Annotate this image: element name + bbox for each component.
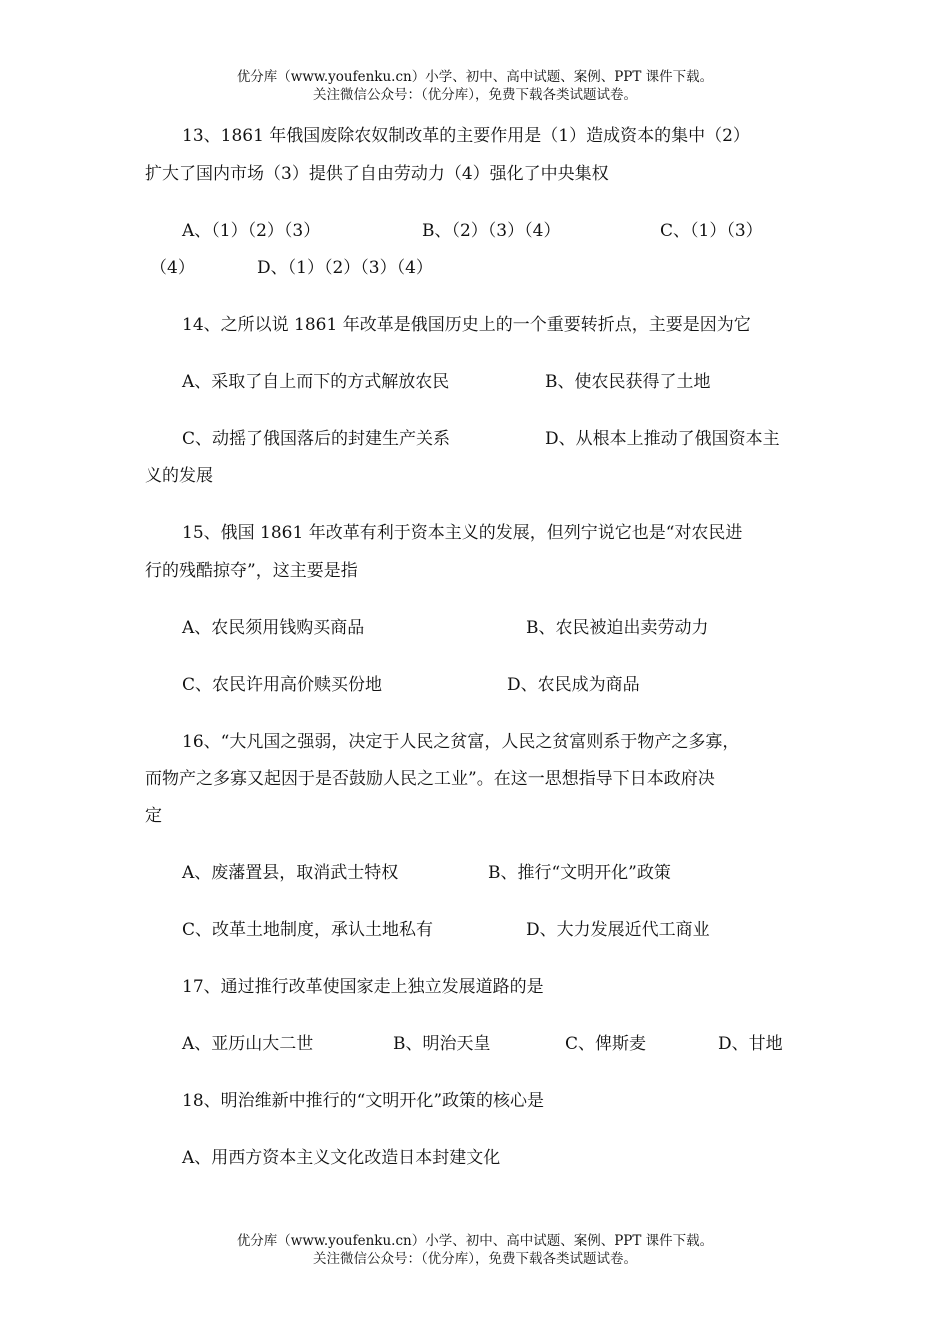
q15-option-b: B、农民被迫出卖劳动力 (526, 618, 709, 638)
q16-stem-line-3: 定 (145, 806, 162, 826)
q18-stem-line-1: 18、明治维新中推行的“文明开化”政策的核心是 (182, 1091, 545, 1111)
q17-option-a: A、亚历山大二世 (182, 1034, 314, 1054)
header-line-1: 优分库（www.youfenku.cn）小学、初中、高中试题、案例、PPT 课件下载。 (236, 69, 714, 85)
q15-option-a: A、农民须用钱购买商品 (182, 618, 365, 638)
q14-option-d-cont: 义的发展 (145, 466, 213, 486)
footer-line-2: 关注微信公众号：（优分库），免费下载各类试题试卷。 (313, 1251, 637, 1267)
q16-option-c: C、改革土地制度，承认土地私有 (182, 920, 434, 940)
q14-option-c: C、动摇了俄国落后的封建生产关系 (182, 429, 451, 449)
q16-stem-line-2: 而物产之多寡又起因于是否鼓励人民之工业”。在这一思想指导下日本政府决 (145, 769, 715, 789)
q17-stem-line-1: 17、通过推行改革使国家走上独立发展道路的是 (182, 977, 544, 997)
q14-option-a: A、采取了自上而下的方式解放农民 (182, 372, 450, 392)
header-line-2: 关注微信公众号：（优分库），免费下载各类试题试卷。 (313, 87, 637, 103)
q14-option-b: B、使农民获得了土地 (545, 372, 711, 392)
q16-option-a: A、废藩置县，取消武士特权 (182, 863, 399, 883)
q13-option-b: B、（2）（3）（4） (422, 221, 561, 241)
q15-stem-line-1: 15、俄国 1861 年改革有利于资本主义的发展，但列宁说它也是“对农民进 (182, 523, 743, 543)
q17-option-c: C、俾斯麦 (565, 1034, 647, 1054)
q13-option-c-cont: （4） (150, 258, 195, 278)
q13-stem-line-1: 13、1861 年俄国废除农奴制改革的主要作用是（1）造成资本的集中（2） (182, 126, 750, 146)
page-footer (0, 1232, 950, 1268)
q16-stem-line-1: 16、“大凡国之强弱，决定于人民之贫富，人民之贫富则系于物产之多寡， (182, 732, 740, 752)
q16-option-b: B、推行“文明开化”政策 (488, 863, 671, 883)
q16-option-d: D、大力发展近代工商业 (526, 920, 710, 940)
q13-option-c: C、（1）（3） (660, 221, 763, 241)
q13-stem-line-2: 扩大了国内市场（3）提供了自由劳动力（4）强化了中央集权 (145, 164, 609, 184)
q17-option-d: D、甘地 (718, 1034, 783, 1054)
q13-option-d: D、（1）（2）（3）（4） (257, 258, 433, 278)
q17-option-b: B、明治天皇 (393, 1034, 491, 1054)
q14-option-d: D、从根本上推动了俄国资本主 (545, 429, 780, 449)
q13-option-a: A、（1）（2）（3） (182, 221, 321, 241)
q18-option-a: A、用西方资本主义文化改造日本封建文化 (182, 1148, 501, 1168)
q14-stem-line-1: 14、之所以说 1861 年改革是俄国历史上的一个重要转折点，主要是因为它 (182, 315, 751, 335)
page-header (0, 68, 950, 104)
q15-option-d: D、农民成为商品 (507, 675, 640, 695)
footer-line-1: 优分库（www.youfenku.cn）小学、初中、高中试题、案例、PPT 课件下载。 (236, 1233, 714, 1249)
q15-stem-line-2: 行的残酷掠夺”，这主要是指 (145, 561, 358, 581)
q15-option-c: C、农民许用高价赎买份地 (182, 675, 383, 695)
